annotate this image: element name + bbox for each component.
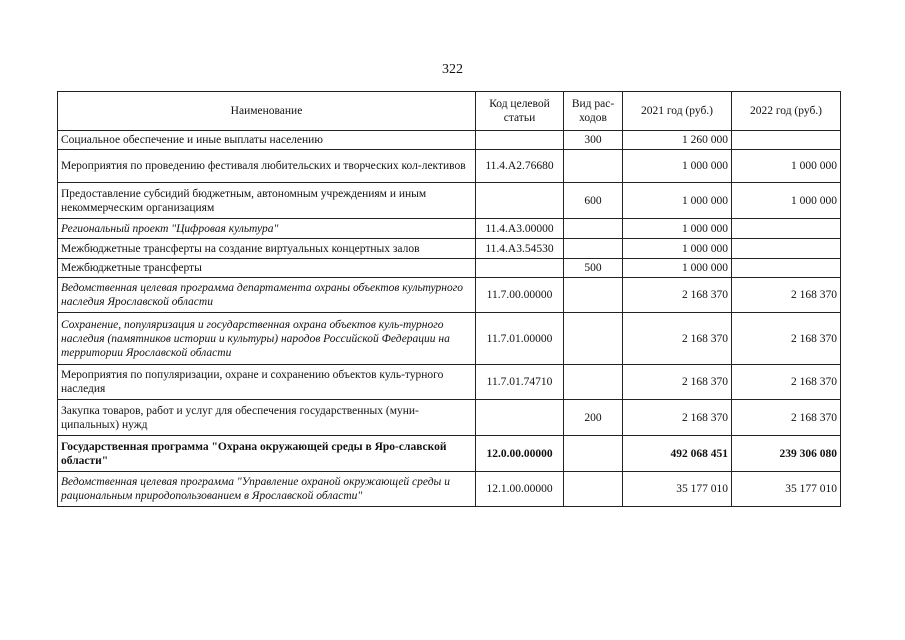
cell-code: 11.7.01.00000 <box>476 313 564 365</box>
cell-name: Социальное обеспечение и иные выплаты населению <box>58 131 476 150</box>
table-row <box>58 365 841 400</box>
cell-name: Предоставление субсидий бюджетным, автономным учреждениям и иным некоммерческим организациям <box>58 183 476 219</box>
cell-2021: 2 168 370 <box>623 365 732 400</box>
table-row <box>58 472 841 507</box>
cell-name: Межбюджетные трансферты <box>58 259 476 278</box>
cell-2022 <box>732 239 841 259</box>
cell-2022: 2 168 370 <box>732 313 841 365</box>
cell-type <box>564 239 623 259</box>
header-type: Вид рас-ходов <box>564 92 623 131</box>
cell-code: 11.7.00.00000 <box>476 278 564 313</box>
cell-type: 200 <box>564 400 623 436</box>
cell-type: 300 <box>564 131 623 150</box>
cell-2021: 2 168 370 <box>623 313 732 365</box>
cell-2022: 2 168 370 <box>732 365 841 400</box>
cell-type <box>564 365 623 400</box>
cell-name: Закупка товаров, работ и услуг для обеспечения государственных (муни-ципальных) нужд <box>58 400 476 436</box>
table-header-row <box>58 92 841 131</box>
cell-code <box>476 131 564 150</box>
table-row <box>58 219 841 239</box>
cell-2022: 1 000 000 <box>732 150 841 183</box>
table-row <box>58 436 841 472</box>
cell-2022 <box>732 259 841 278</box>
table-row <box>58 259 841 278</box>
cell-2022: 1 000 000 <box>732 183 841 219</box>
table-row <box>58 400 841 436</box>
cell-type <box>564 436 623 472</box>
cell-name: Региональный проект "Цифровая культура" <box>58 219 476 239</box>
table-row <box>58 313 841 365</box>
cell-name: Мероприятия по проведению фестиваля любительских и творческих кол-лективов <box>58 150 476 183</box>
cell-2022: 2 168 370 <box>732 400 841 436</box>
cell-2021: 1 260 000 <box>623 131 732 150</box>
cell-code <box>476 259 564 278</box>
cell-type: 500 <box>564 259 623 278</box>
cell-2022: 35 177 010 <box>732 472 841 507</box>
header-2022: 2022 год (руб.) <box>732 92 841 131</box>
cell-name: Ведомственная целевая программа департамента охраны объектов культурного наследия Ярославской области <box>58 278 476 313</box>
cell-name: Государственная программа "Охрана окружающей среды в Яро-славской области" <box>58 436 476 472</box>
cell-2021: 1 000 000 <box>623 183 732 219</box>
table-row <box>58 183 841 219</box>
cell-code <box>476 183 564 219</box>
cell-2021: 35 177 010 <box>623 472 732 507</box>
cell-2021: 492 068 451 <box>623 436 732 472</box>
cell-type <box>564 278 623 313</box>
cell-name: Межбюджетные трансферты на создание виртуальных концертных залов <box>58 239 476 259</box>
cell-name: Сохранение, популяризация и государственная охрана объектов куль-турного наследия (памятников истории и культуры) народов Российской Федерации на территории Ярославской области <box>58 313 476 365</box>
cell-2022 <box>732 131 841 150</box>
cell-2021: 1 000 000 <box>623 259 732 278</box>
cell-2022: 239 306 080 <box>732 436 841 472</box>
cell-2022 <box>732 219 841 239</box>
cell-code: 11.4.A3.00000 <box>476 219 564 239</box>
cell-2021: 1 000 000 <box>623 239 732 259</box>
cell-type <box>564 150 623 183</box>
header-name: Наименование <box>58 92 476 131</box>
table-row <box>58 239 841 259</box>
page-number: 322 <box>442 62 463 77</box>
table-body <box>58 131 841 507</box>
cell-type <box>564 313 623 365</box>
cell-2021: 2 168 370 <box>623 278 732 313</box>
cell-type: 600 <box>564 183 623 219</box>
cell-name: Ведомственная целевая программа "Управление охраной окружающей среды и рациональным природопользованием в Ярославской области" <box>58 472 476 507</box>
cell-2021: 1 000 000 <box>623 219 732 239</box>
cell-code: 12.1.00.00000 <box>476 472 564 507</box>
cell-code <box>476 400 564 436</box>
cell-2021: 1 000 000 <box>623 150 732 183</box>
table-row <box>58 150 841 183</box>
cell-name: Мероприятия по популяризации, охране и сохранению объектов куль-турного наследия <box>58 365 476 400</box>
table-row <box>58 131 841 150</box>
cell-2022: 2 168 370 <box>732 278 841 313</box>
cell-2021: 2 168 370 <box>623 400 732 436</box>
cell-code: 11.7.01.74710 <box>476 365 564 400</box>
table-row <box>58 278 841 313</box>
cell-code: 11.4.A3.54530 <box>476 239 564 259</box>
cell-type <box>564 472 623 507</box>
header-code: Код целевой статьи <box>476 92 564 131</box>
cell-code: 12.0.00.00000 <box>476 436 564 472</box>
cell-type <box>564 219 623 239</box>
budget-table <box>57 91 841 507</box>
cell-code: 11.4.A2.76680 <box>476 150 564 183</box>
header-2021: 2021 год (руб.) <box>623 92 732 131</box>
